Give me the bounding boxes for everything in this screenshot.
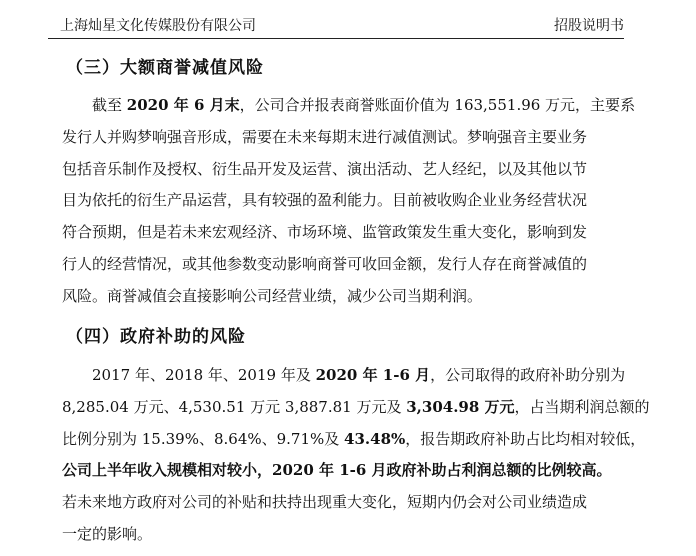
- bold-text-run: 3,304.98 万元: [406, 397, 515, 416]
- text-run: ，报告期政府补助占比均相对较低，: [405, 429, 646, 448]
- bold-text-run: 2020 年 6 月末: [126, 96, 240, 114]
- text-line: [62, 519, 632, 551]
- bold-text-run: 2020 年 1-6 月: [315, 366, 431, 384]
- text-run: 发行人并购梦响强音形成，需要在未来每期末进行减值测试。梦响强音主要业务: [62, 127, 588, 146]
- section-3-paragraph: [62, 90, 636, 313]
- section-4-heading: （四）政府补助的风险: [66, 327, 246, 347]
- text-run: 包括音乐制作及授权、衍生品开发及运营、演出活动、艺人经纪，以及其他以节: [62, 159, 588, 178]
- text-line: [62, 487, 632, 519]
- text-run: 一定的影响。: [62, 524, 153, 543]
- text-line: [62, 154, 632, 186]
- text-run: 截至: [92, 96, 127, 114]
- text-run: 行人的经营情况，或其他参数变动影响商誉可收回金额，发行人存在商誉减值的: [62, 254, 588, 273]
- text-line: [62, 455, 632, 487]
- text-line: [62, 281, 632, 313]
- bold-text-run: 43.48%: [344, 429, 406, 448]
- company-name: 上海灿星文化传媒股份有限公司: [60, 18, 256, 34]
- document-type: 招股说明书: [554, 18, 624, 34]
- text-line: [62, 249, 632, 281]
- text-line: [62, 90, 636, 122]
- text-run: 风险。商誉减值会直接影响公司经营业绩，减少公司当期利润。: [62, 286, 483, 305]
- text-line: [62, 217, 632, 249]
- text-line: [62, 185, 632, 217]
- section-4-paragraph: [62, 360, 650, 551]
- section-3-heading: （三）大额商誉减值风险: [66, 58, 264, 78]
- text-line: [62, 424, 646, 456]
- text-run: 2017 年、2018 年、2019 年及: [92, 366, 316, 384]
- bold-text-run: 公司上半年收入规模相对较小，2020 年 1-6 月政府补助占利润总额的比例较高。: [62, 461, 612, 480]
- text-line: [62, 122, 632, 154]
- text-run: 若未来地方政府对公司的补贴和扶持出现重大变化，短期内仍会对公司业绩造成: [62, 493, 588, 512]
- text-run: 比例分别为 15.39%、8.64%、9.71%及: [62, 429, 345, 448]
- page-header: [48, 14, 624, 39]
- text-run: ，公司合并报表商誉账面价值为 163,551.96 万元，主要系: [239, 96, 636, 114]
- text-run: 目为依托的衍生产品运营，具有较强的盈利能力。目前被收购企业业务经营状况: [62, 191, 588, 210]
- text-run: ，公司取得的政府补助分别为: [430, 366, 626, 384]
- text-run: 符合预期，但是若未来宏观经济、市场环境、监管政策发生重大变化，影响到发: [62, 223, 588, 242]
- text-run: 8,285.04 万元、4,530.51 万元 3,887.81 万元及: [62, 397, 407, 416]
- text-line: [62, 392, 650, 424]
- text-line: [62, 360, 632, 392]
- text-run: ，占当期利润总额的: [514, 397, 650, 416]
